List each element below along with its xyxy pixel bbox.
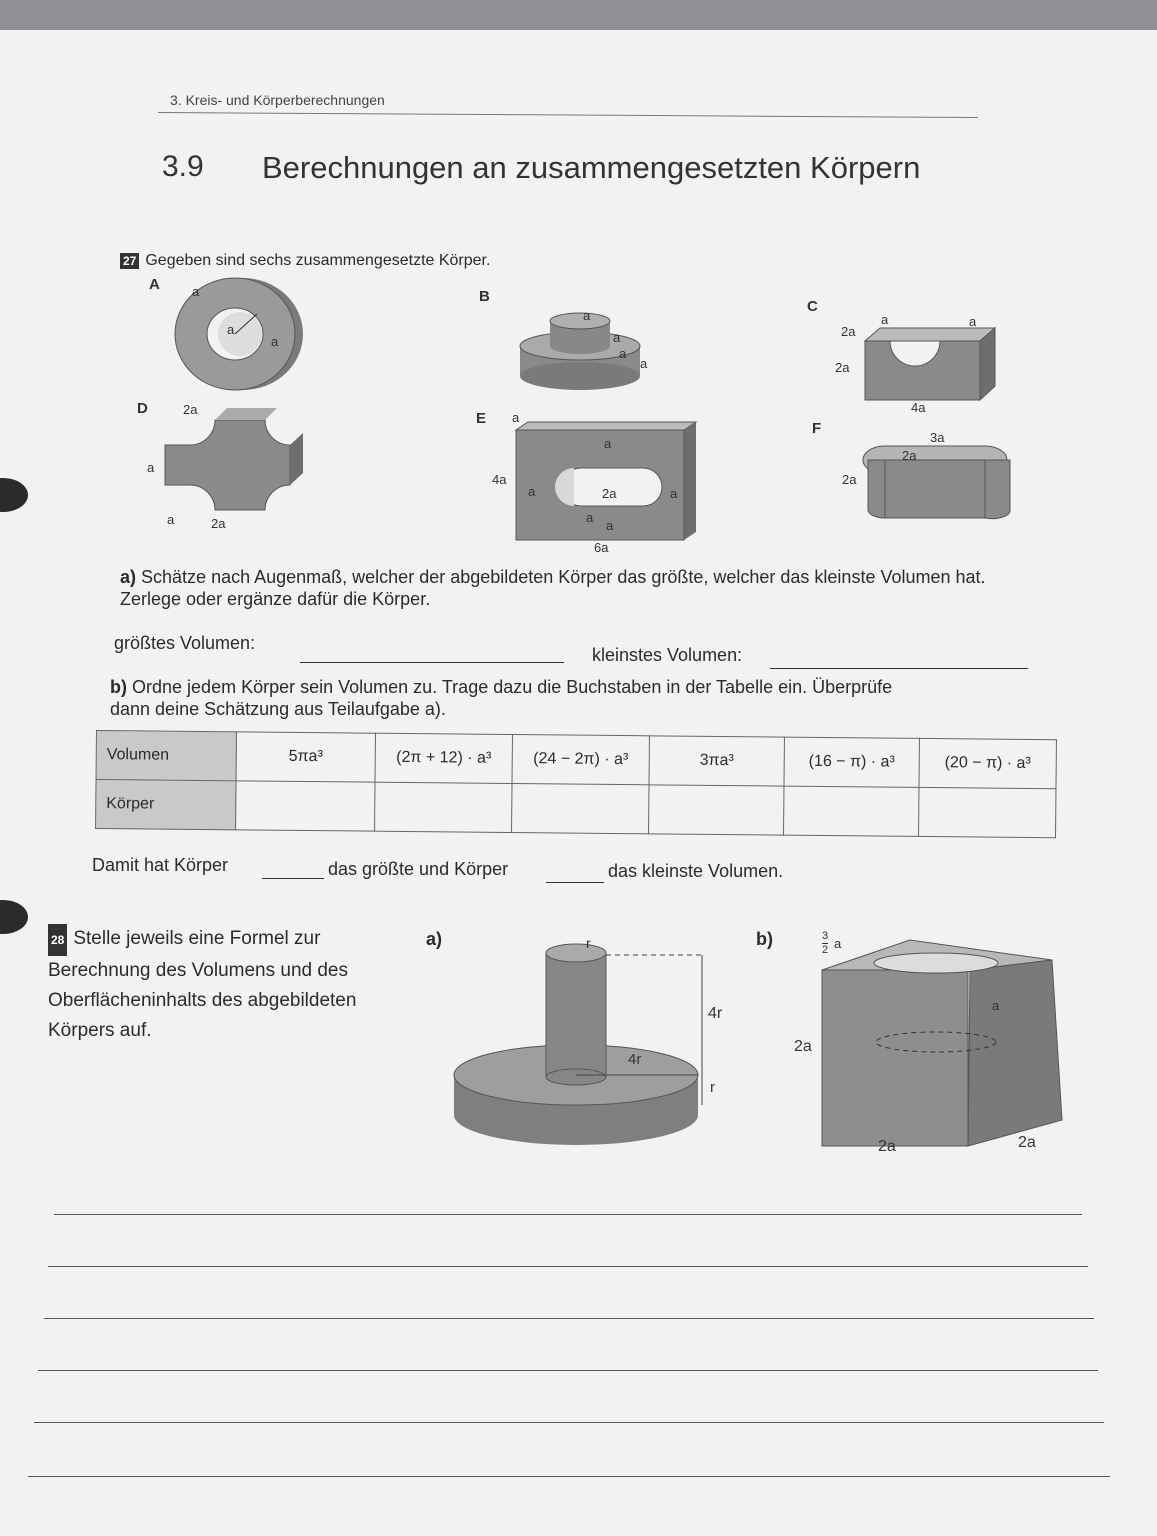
conclusion-part-3: das kleinste Volumen.	[608, 861, 784, 881]
body-answer-cell[interactable]	[649, 785, 784, 835]
dimension-label: a	[192, 284, 200, 299]
dimension-label: a	[640, 356, 648, 371]
dimension-label: 2a	[842, 472, 857, 487]
dimension-label: 2a	[211, 516, 226, 531]
dimension-label: a	[147, 460, 155, 475]
punch-hole	[0, 900, 28, 934]
worksheet-page	[0, 30, 1157, 1536]
dimension-label: r	[586, 935, 591, 951]
figure-a-drawing	[145, 274, 315, 414]
figure-e	[474, 408, 714, 558]
dimension-label: 2a	[602, 486, 617, 501]
body-answer-cell[interactable]	[375, 782, 512, 832]
part-a-instruction: Schätze nach Augenmaß, welcher der abgebildeten Körper das größte, welcher das kleinste Volumen hat. Zerlege oder ergänze dafür die Körper.	[120, 567, 986, 609]
chapter-title: 3. Kreis- und Körperberechnungen	[170, 92, 385, 108]
figure-28a-drawing	[440, 935, 740, 1165]
table-row-header: Körper	[96, 780, 236, 830]
figure-28b-drawing	[790, 930, 1080, 1170]
volume-assignment-table	[95, 730, 1057, 838]
dimension-label: a	[881, 312, 889, 327]
dimension-label: a	[227, 322, 235, 337]
task-number-badge: 27	[120, 253, 139, 269]
task-28-text	[48, 924, 398, 1046]
dimension-label: r	[710, 1079, 715, 1096]
writing-line[interactable]	[28, 1476, 1110, 1477]
figure-letter: D	[137, 400, 148, 417]
body-answer-cell[interactable]	[784, 786, 919, 836]
figure-b-drawing	[475, 286, 675, 406]
figure-letter: E	[476, 410, 487, 427]
body-answer-cell[interactable]	[919, 787, 1056, 837]
volume-cell: (2π + 12) · a³	[375, 733, 512, 783]
table-row-header: Volumen	[96, 731, 236, 781]
part-b-text	[110, 676, 930, 720]
figure-28a	[440, 935, 740, 1165]
part-marker: b)	[756, 929, 773, 949]
dimension-label: 2a	[841, 324, 856, 339]
figure-f	[810, 418, 1030, 528]
dimension-label: a	[613, 330, 621, 345]
dimension-label: 2a	[902, 448, 917, 463]
writing-line[interactable]	[34, 1422, 1104, 1423]
writing-line[interactable]	[44, 1318, 1094, 1319]
section-title: Berechnungen an zusammengesetzten Körpern	[262, 150, 921, 185]
dimension-label: a	[619, 346, 627, 361]
volume-cell: (16 − π) · a³	[784, 737, 919, 787]
part-marker: a)	[426, 929, 443, 949]
part-b-instruction: Ordne jedem Körper sein Volumen zu. Trage dazu die Buchstaben in der Tabelle ein. Überprüfe dann deine Schätzung aus Teilaufgabe a).	[110, 677, 893, 719]
dimension-label: a	[583, 308, 591, 323]
figure-letter: F	[812, 420, 822, 437]
dimension-label: a	[271, 334, 279, 349]
dimension-label: 4r	[708, 1005, 723, 1022]
dimension-label: a	[992, 998, 1000, 1013]
figure-letter: C	[807, 298, 818, 315]
figure-c	[805, 296, 1005, 416]
dimension-label: a	[604, 436, 612, 451]
figure-d	[135, 400, 335, 540]
dimension-label: 2a	[794, 1038, 812, 1055]
volume-cell: (24 − 2π) · a³	[512, 734, 649, 784]
conclusion-part-2: das größte und Körper	[328, 859, 509, 879]
dimension-label: 4r	[628, 1051, 642, 1068]
part-a-text	[120, 566, 1000, 610]
dimension-label: a	[834, 936, 842, 951]
fraction-numerator: 3	[822, 930, 829, 942]
largest-volume-label: größtes Volumen:	[114, 633, 256, 653]
header-rule	[158, 112, 978, 118]
task-number-badge: 28	[48, 924, 67, 956]
writing-line[interactable]	[38, 1370, 1098, 1371]
figure-d-drawing	[135, 400, 335, 540]
task-27-text: Gegeben sind sechs zusammengesetzte Körper.	[145, 252, 491, 269]
body-answer-cell[interactable]	[236, 781, 375, 831]
writing-line[interactable]	[54, 1214, 1082, 1215]
dimension-label: a	[969, 314, 977, 329]
dimension-label: a	[586, 510, 594, 525]
table-row-bodies	[96, 780, 1056, 838]
part-marker: b)	[110, 677, 127, 697]
volume-cell: 3πa³	[649, 736, 784, 786]
smallest-volume-answer-line[interactable]	[770, 668, 1028, 669]
part-marker: a)	[120, 567, 137, 587]
dimension-label: 3a	[930, 430, 945, 445]
largest-volume-answer-line[interactable]	[300, 662, 564, 663]
task-27-intro	[120, 252, 490, 270]
figure-28b	[790, 930, 1080, 1170]
smallest-volume-label: kleinstes Volumen:	[592, 645, 743, 665]
figure-letter: A	[149, 276, 160, 293]
section-number: 3.9	[162, 150, 204, 183]
dimension-label: 6a	[594, 540, 609, 555]
dimension-label: 2a	[835, 360, 850, 375]
dimension-label: 4a	[492, 472, 507, 487]
fraction-denominator: 2	[822, 944, 829, 956]
volume-cell: 5πa³	[236, 732, 375, 782]
largest-body-answer-line[interactable]	[262, 878, 324, 879]
figure-a	[145, 274, 315, 414]
dimension-label: a	[606, 518, 614, 533]
dimension-label: a	[167, 512, 175, 527]
dimension-label: a	[528, 484, 536, 499]
figure-e-drawing	[474, 408, 714, 558]
dimension-label: 2a	[183, 402, 198, 417]
dimension-label: 2a	[878, 1138, 896, 1155]
body-answer-cell[interactable]	[512, 783, 649, 833]
figure-letter: B	[479, 288, 490, 305]
volume-cell: (20 − π) · a³	[919, 738, 1056, 788]
task-28-instruction: Stelle jeweils eine Formel zur Berechnung des Volumens und des Oberflächeninhalts des abgebildeten Körpers auf.	[48, 928, 357, 1041]
smallest-body-answer-line[interactable]	[546, 882, 604, 883]
dimension-label: a	[512, 410, 520, 425]
writing-line[interactable]	[48, 1266, 1088, 1267]
punch-hole	[0, 478, 28, 512]
conclusion-part-1: Damit hat Körper	[92, 855, 229, 875]
dimension-label: 4a	[911, 400, 926, 415]
figure-b	[475, 286, 675, 406]
dimension-label: a	[670, 486, 678, 501]
dimension-label: 2a	[1018, 1134, 1036, 1151]
